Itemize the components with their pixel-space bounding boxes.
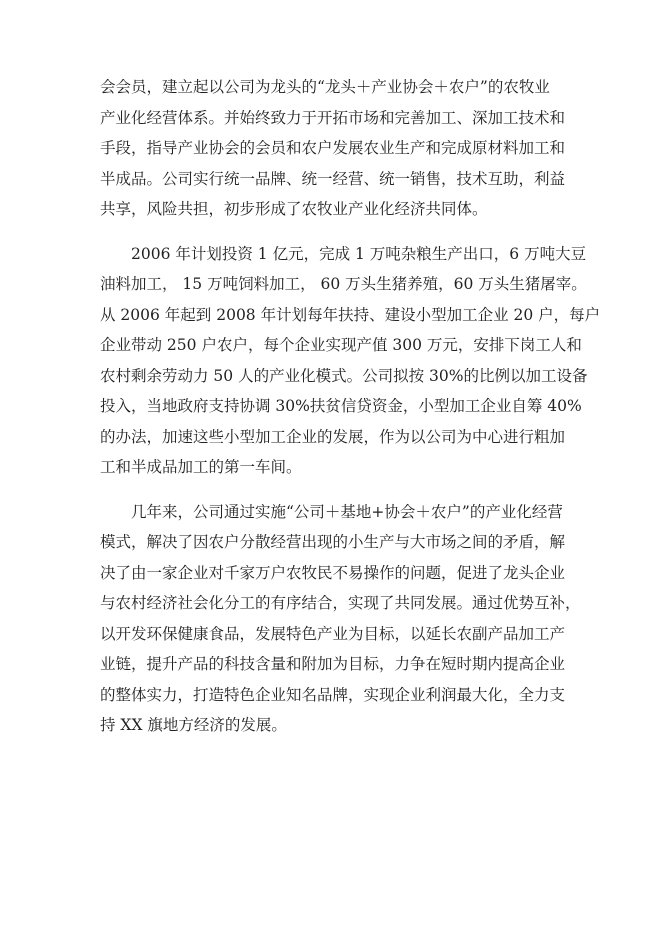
paragraph-line: 企业带动 250 户农户，每个企业实现产值 300 万元，安排下岗工人和 — [100, 336, 582, 354]
document-body — [100, 72, 601, 741]
paragraph-line: 的办法，加速这些小型加工企业的发展，作为以公司为中心进行粗加 — [100, 427, 566, 446]
paragraph-line: 持 XX 旗地方经济的发展。 — [100, 716, 287, 734]
paragraph-line: 会会员，建立起以公司为龙头的“龙头＋产业协会＋农户”的农牧业 — [100, 78, 550, 96]
paragraph-line: 2006 年计划投资 1 亿元，完成 1 万吨杂粮生产出口，6 万吨大豆 — [100, 244, 587, 263]
paragraph-line: 手段，指导产业协会的会员和农户发展农业生产和完成原材料加工和 — [100, 139, 566, 157]
paragraph-line: 以开发环保健康食品，发展特色产业为目标，以延长农副产品加工产 — [100, 624, 566, 643]
paragraph-line: 共享，风险共担，初步形成了农牧业产业化经济共同体。 — [100, 200, 488, 218]
paragraph-1 — [100, 72, 582, 225]
paragraph-2 — [100, 239, 601, 483]
paragraph-line: 模式，解决了因农户分散经营出现的小生产与大市场之间的矛盾，解 — [100, 533, 566, 551]
paragraph-line: 工和半成品加工的第一车间。 — [100, 458, 302, 476]
paragraph-line: 投入，当地政府支持协调 30%扶贫信贷资金，小型加工企业自筹 40% — [100, 397, 582, 415]
paragraph-line: 决了由一家企业对千家万户农牧民不易操作的问题，促进了龙头企业 — [100, 563, 566, 582]
paragraph-3 — [100, 497, 582, 741]
paragraph-line: 农村剩余劳动力 50 人的产业化模式。公司拟按 30%的比例以加工设备 — [100, 366, 588, 385]
paragraph-line: 从 2006 年起到 2008 年计划每年扶持、建设小型加工企业 20 户，每户 — [100, 305, 601, 324]
paragraph-line: 油料加工， 15 万吨饲料加工， 60 万头生猪养殖，60 万头生猪屠宰。 — [100, 275, 587, 293]
paragraph-line: 产业化经营体系。并始终致力于开拓市场和完善加工、深加工技术和 — [100, 108, 566, 127]
paragraph-line: 几年来，公司通过实施“公司＋基地+协会＋农户”的产业化经营 — [100, 502, 563, 521]
paragraph-line: 与农村经济社会化分工的有序结合，实现了共同发展。通过优势互补， — [100, 594, 581, 612]
paragraph-line: 业链，提升产品的科技含量和附加为目标，力争在短时期内提高企业 — [100, 655, 566, 673]
paragraph-line: 半成品。公司实行统一品牌、统一经营、统一销售，技术互助，利益 — [100, 169, 566, 188]
paragraph-line: 的整体实力，打造特色企业知名品牌，实现企业利润最大化，全力支 — [100, 685, 566, 704]
